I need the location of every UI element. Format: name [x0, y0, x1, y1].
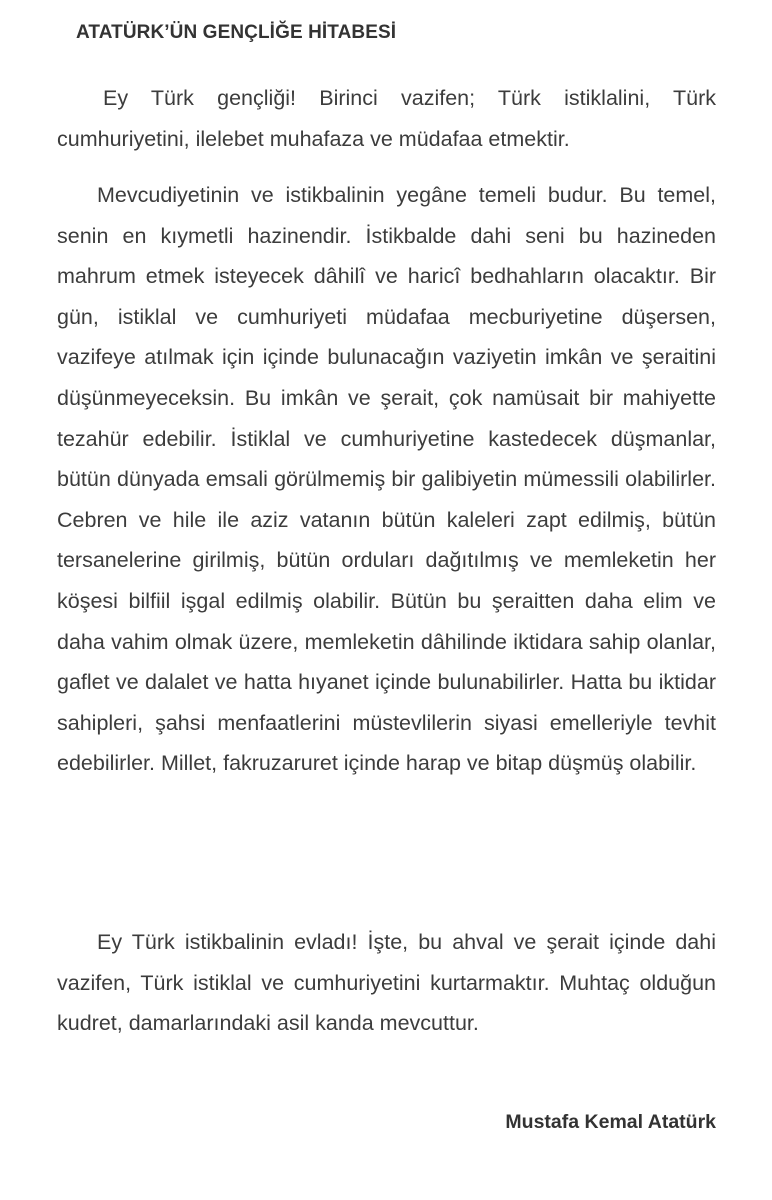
paragraph-1: Ey Türk gençliği! Birinci vazifen; Türk istiklalini, Türk cumhuriyetini, ilelebet muhafaza ve müdafaa etmektir.: [57, 86, 716, 151]
document-title: ATATÜRK’ÜN GENÇLİĞE HİTABESİ: [76, 22, 397, 43]
paragraph-3: Ey Türk istikbalinin evladı! İşte, bu ahval ve şerait içinde dahi vazifen, Türk istiklal ve cumhuriyetini kurtarmaktır. Muhtaç olduğun kudret, damarlarındaki asil kanda mevcuttur.: [57, 930, 716, 1036]
paragraph-2: Mevcudiyetinin ve istikbalinin yegâne temeli budur. Bu temel, senin en kıymetli hazinendir. İstikbalde dahi seni bu hazineden mahrum etmek isteyecek dâhilî ve haricî bedhahların olacaktır. Bir gün, istiklal ve cumhuriyeti müdafaa mecburiyetine düşersen, vazifeye atılmak için içinde bulunacağın vaziyetin imkân ve şeraitini düşünmeyeceksin. Bu imkân ve şerait, çok namüsait bir mahiyette tezahür edebilir. İstiklal ve cumhuriyetine kastedecek düşmanlar, bütün dünyada emsali görülmemiş bir galibiyetin mümessili olabilirler. Cebren ve hile ile aziz vatanın bütün kaleleri zapt edilmiş, bütün tersanelerine girilmiş, bütün orduları dağıtılmış ve memleketin her köşesi bilfiil işgal edilmiş olabilir. Bütün bu şeraitten daha elim ve daha vahim olmak üzere, memleketin dâhilinde iktidara sahip olanlar, gaflet ve dalalet ve hatta hıyanet içinde bulunabilirler. Hatta bu iktidar sahipleri, şahsi menfaatlerini müstevlilerin siyasi emelleriyle tevhit edebilirler. Millet, fakruzaruret içinde harap ve bitap düşmüş olabilir.: [57, 183, 716, 776]
signature: Mustafa Kemal Atatürk: [505, 1111, 716, 1133]
